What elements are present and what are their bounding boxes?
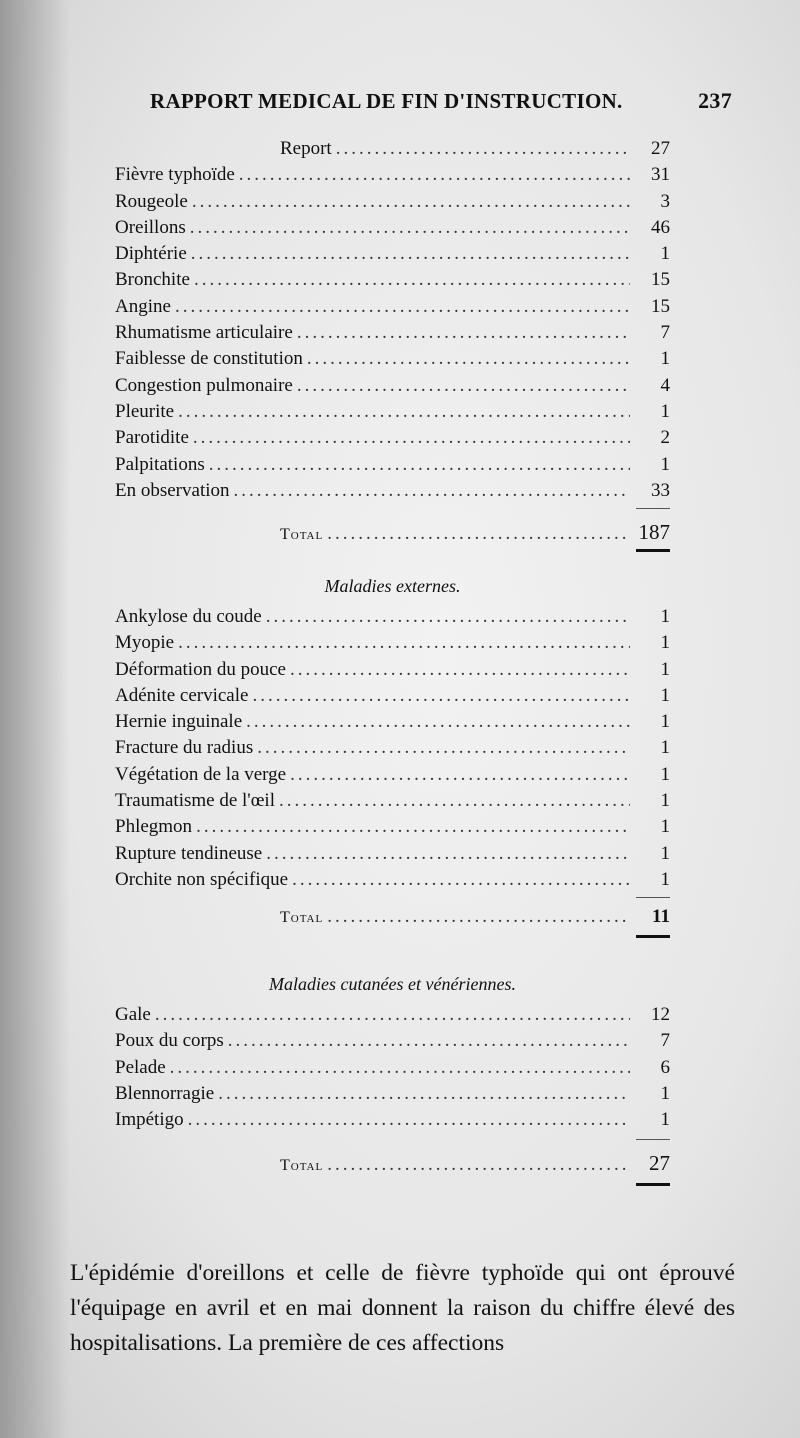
- section-skin-venereal-diseases: [115, 1002, 670, 1186]
- table-row: [115, 735, 670, 761]
- table-row: [115, 1002, 670, 1028]
- row-value: 1: [660, 606, 670, 627]
- row-label: Faiblesse de constitution: [115, 348, 303, 370]
- row-label: Rupture tendineuse: [115, 842, 263, 864]
- row-value: 1: [660, 658, 670, 680]
- row-label: Rhumatisme articulaire: [115, 322, 293, 344]
- section-heading: Maladies cutanées et vénériennes.: [269, 974, 516, 994]
- row-value: 1: [660, 453, 670, 475]
- row-label: Fièvre typhoïde: [115, 164, 235, 186]
- table-row: [115, 604, 670, 630]
- row-label: Fracture du radius: [115, 737, 254, 759]
- row-value: 15: [651, 269, 670, 291]
- row-label: Pelade: [115, 1056, 166, 1078]
- row-value: 2: [660, 427, 670, 449]
- row-label: Déformation du pouce: [115, 658, 286, 680]
- table-row: [115, 1055, 670, 1081]
- table-row: [115, 320, 670, 346]
- row-label: Phlegmon: [115, 816, 193, 838]
- row-value: 46: [651, 216, 670, 238]
- row-value: 6: [660, 1056, 670, 1078]
- row-label: Blennorragie: [115, 1082, 215, 1104]
- section-internal-diseases: [115, 136, 670, 552]
- section-heading: Maladies externes.: [324, 576, 461, 596]
- table-row: [115, 762, 670, 788]
- table-row: [115, 346, 670, 372]
- row-value: 1: [660, 816, 670, 838]
- row-value: 7: [660, 322, 670, 344]
- row-label: Diphtérie: [115, 243, 187, 265]
- scan-shadow: [0, 0, 70, 1438]
- row-label: Parotidite: [115, 427, 189, 449]
- total-row: [280, 519, 670, 545]
- table-row: [115, 657, 670, 683]
- section-external-diseases: [115, 604, 670, 938]
- total-label: Total: [280, 526, 324, 544]
- running-header: [150, 88, 732, 114]
- total-rule: [636, 549, 670, 552]
- header-title: RAPPORT MEDICAL DE FIN D'INSTRUCTION.: [150, 89, 623, 113]
- total-value: 27: [649, 1151, 670, 1176]
- row-value: 15: [651, 295, 670, 317]
- row-label: Rougeole: [115, 190, 188, 212]
- row-label: Palpitations: [115, 453, 205, 475]
- total-value: 187: [638, 520, 670, 545]
- row-value: 1: [660, 1109, 670, 1131]
- row-value: 1: [660, 868, 670, 890]
- total-label: Total: [280, 909, 324, 927]
- row-value: 7: [660, 1030, 670, 1052]
- row-value: 33: [651, 479, 670, 501]
- row-label: Myopie: [115, 632, 175, 654]
- table-row: [115, 425, 670, 451]
- row-label: Gale: [115, 1004, 151, 1025]
- row-value: 1: [660, 737, 670, 759]
- row-value: 12: [651, 1004, 670, 1025]
- total-value: 11: [652, 906, 670, 928]
- table-row: [115, 630, 670, 656]
- table-row: [115, 841, 670, 867]
- row-label: Angine: [115, 295, 171, 317]
- row-value: 1: [660, 842, 670, 864]
- row-value: 1: [660, 243, 670, 265]
- table-row: [115, 452, 670, 478]
- row-label: Hernie inguinale: [115, 711, 243, 733]
- table-row: [115, 294, 670, 320]
- total-row: [280, 1150, 670, 1176]
- table-row: [115, 189, 670, 215]
- row-label: Végétation de la verge: [115, 763, 287, 785]
- row-value: 1: [660, 1082, 670, 1104]
- row-value: 3: [660, 190, 670, 212]
- table-row: [280, 136, 670, 162]
- sum-rule: [636, 897, 670, 898]
- total-rule: [636, 935, 670, 938]
- total-row: [280, 904, 670, 930]
- row-label: En observation: [115, 479, 230, 501]
- row-label: Traumatisme de l'œil: [115, 790, 275, 812]
- table-row: [115, 215, 670, 241]
- table-row: [115, 478, 670, 504]
- row-value: 27: [651, 138, 670, 159]
- row-label: Impétigo: [115, 1109, 184, 1131]
- row-label: Ankylose du coude: [115, 606, 262, 627]
- table-row: [115, 399, 670, 425]
- row-value: 1: [660, 632, 670, 654]
- row-label: Report: [280, 138, 332, 159]
- table-row: [115, 373, 670, 399]
- total-rule: [636, 1183, 670, 1186]
- row-label: Bronchite: [115, 269, 190, 291]
- table-row: [115, 267, 670, 293]
- row-value: 1: [660, 684, 670, 706]
- row-value: 1: [660, 790, 670, 812]
- table-row: [115, 1107, 670, 1133]
- page-number: 237: [698, 88, 732, 113]
- row-label: Congestion pulmonaire: [115, 374, 293, 396]
- table-row: [115, 162, 670, 188]
- table-row: [115, 814, 670, 840]
- row-value: 31: [651, 164, 670, 186]
- row-label: Poux du corps: [115, 1030, 224, 1052]
- table-row: [115, 867, 670, 893]
- row-label: Orchite non spécifique: [115, 868, 289, 890]
- body-paragraph: L'épidémie d'oreillons et celle de fièvre typhoïde qui ont éprouvé l'équipage en avril et en mai donnent la raison du chiffre élevé des hospitalisations. La première de ces affections: [70, 1259, 735, 1356]
- row-label: Oreillons: [115, 216, 186, 238]
- table-row: [115, 683, 670, 709]
- row-label: Adénite cervicale: [115, 684, 249, 706]
- sum-rule: [636, 1139, 670, 1140]
- row-value: 1: [660, 711, 670, 733]
- sum-rule: [636, 508, 670, 509]
- row-label: Pleurite: [115, 400, 175, 422]
- row-value: 1: [660, 348, 670, 370]
- row-value: 4: [660, 374, 670, 396]
- row-value: 1: [660, 763, 670, 785]
- table-row: [115, 788, 670, 814]
- table-row: [115, 709, 670, 735]
- table-row: [115, 1028, 670, 1054]
- table-row: [115, 1081, 670, 1107]
- table-row: [115, 241, 670, 267]
- total-label: Total: [280, 1157, 324, 1175]
- row-value: 1: [660, 400, 670, 422]
